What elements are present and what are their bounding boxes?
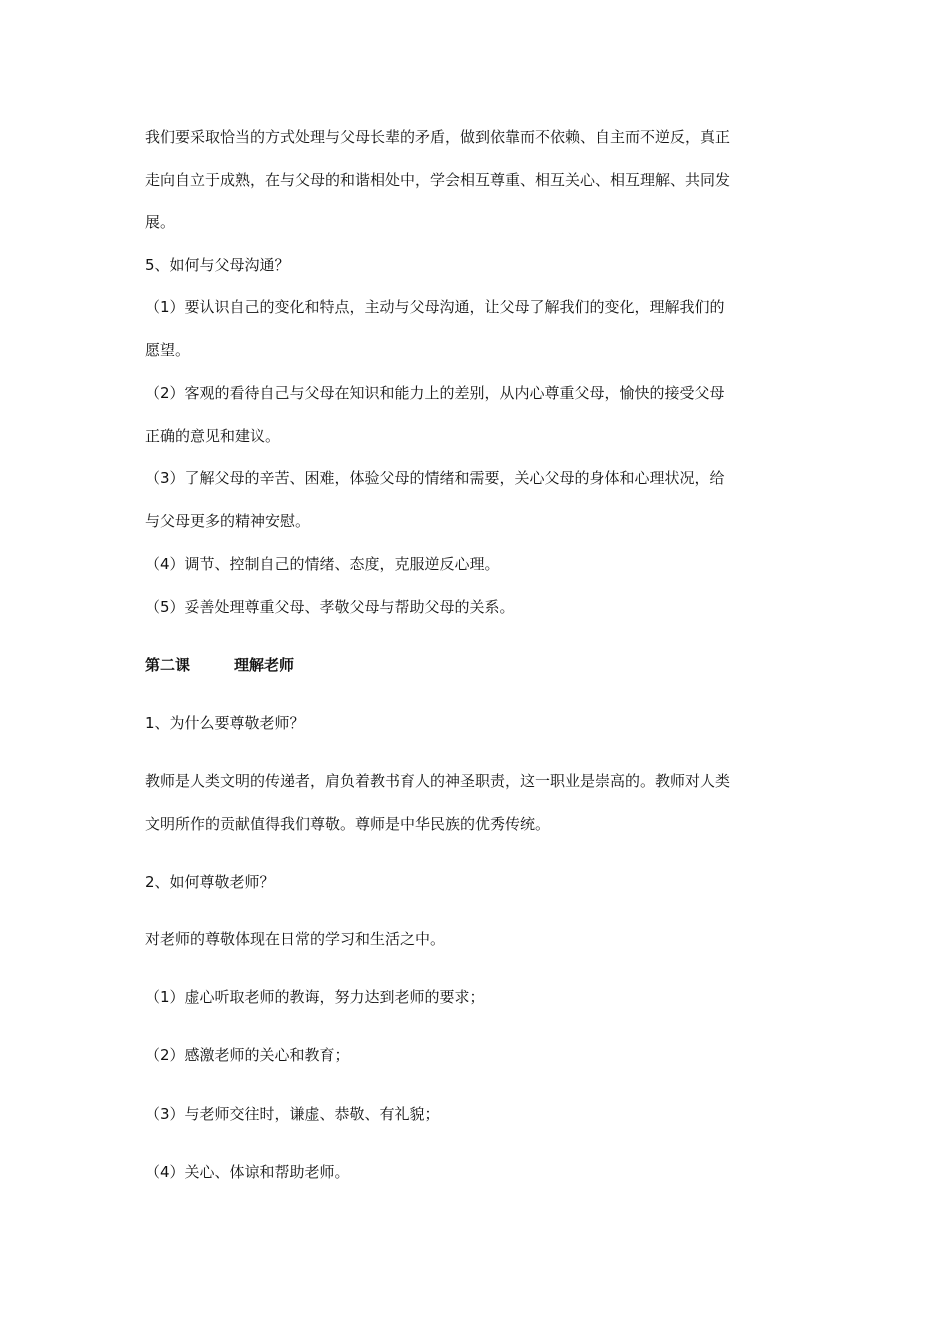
lesson-label: 第二课 [145, 656, 191, 674]
question-5: 5、如何与父母沟通？ [145, 256, 290, 274]
lesson-title: 理解老师 [234, 656, 295, 674]
list-item: （3）了解父母的辛苦、困难，体验父母的情绪和需要，关心父母的身体和心理状况，给 [145, 469, 725, 487]
list-item: （2）感激老师的关心和教育； [145, 1046, 350, 1064]
paragraph-line: 对老师的尊敬体现在日常的学习和生活之中。 [145, 930, 446, 948]
list-item: （1）虚心听取老师的教诲，努力达到老师的要求； [145, 988, 485, 1006]
list-item: （1）要认识自己的变化和特点，主动与父母沟通，让父母了解我们的变化，理解我们的 [145, 298, 725, 316]
paragraph-line: 文明所作的贡献值得我们尊敬。尊师是中华民族的优秀传统。 [145, 815, 551, 833]
list-item-continued: 正确的意见和建议。 [145, 427, 281, 445]
list-item: （5）妥善处理尊重父母、孝敬父母与帮助父母的关系。 [145, 598, 515, 616]
paragraph-line: 我们要采取恰当的方式处理与父母长辈的矛盾，做到依靠而不依赖、自主而不逆反，真正 [145, 128, 731, 146]
paragraph-line: 展。 [145, 213, 176, 231]
list-item-continued: 与父母更多的精神安慰。 [145, 512, 311, 530]
list-item: （4）调节、控制自己的情绪、态度，克服逆反心理。 [145, 555, 500, 573]
paragraph-line: 教师是人类文明的传递者，肩负着教书育人的神圣职责，这一职业是崇高的。教师对人类 [145, 772, 731, 790]
list-item-continued: 愿望。 [145, 341, 191, 359]
question-1: 1、为什么要尊敬老师？ [145, 714, 305, 732]
list-item: （4）关心、体谅和帮助老师。 [145, 1163, 350, 1181]
question-2: 2、如何尊敬老师？ [145, 873, 275, 891]
lesson-heading [145, 655, 294, 675]
list-item: （2）客观的看待自己与父母在知识和能力上的差别，从内心尊重父母，愉快的接受父母 [145, 384, 725, 402]
paragraph-line: 走向自立于成熟，在与父母的和谐相处中，学会相互尊重、相互关心、相互理解、共同发 [145, 171, 731, 189]
list-item: （3）与老师交往时，谦虚、恭敬、有礼貌； [145, 1105, 440, 1123]
